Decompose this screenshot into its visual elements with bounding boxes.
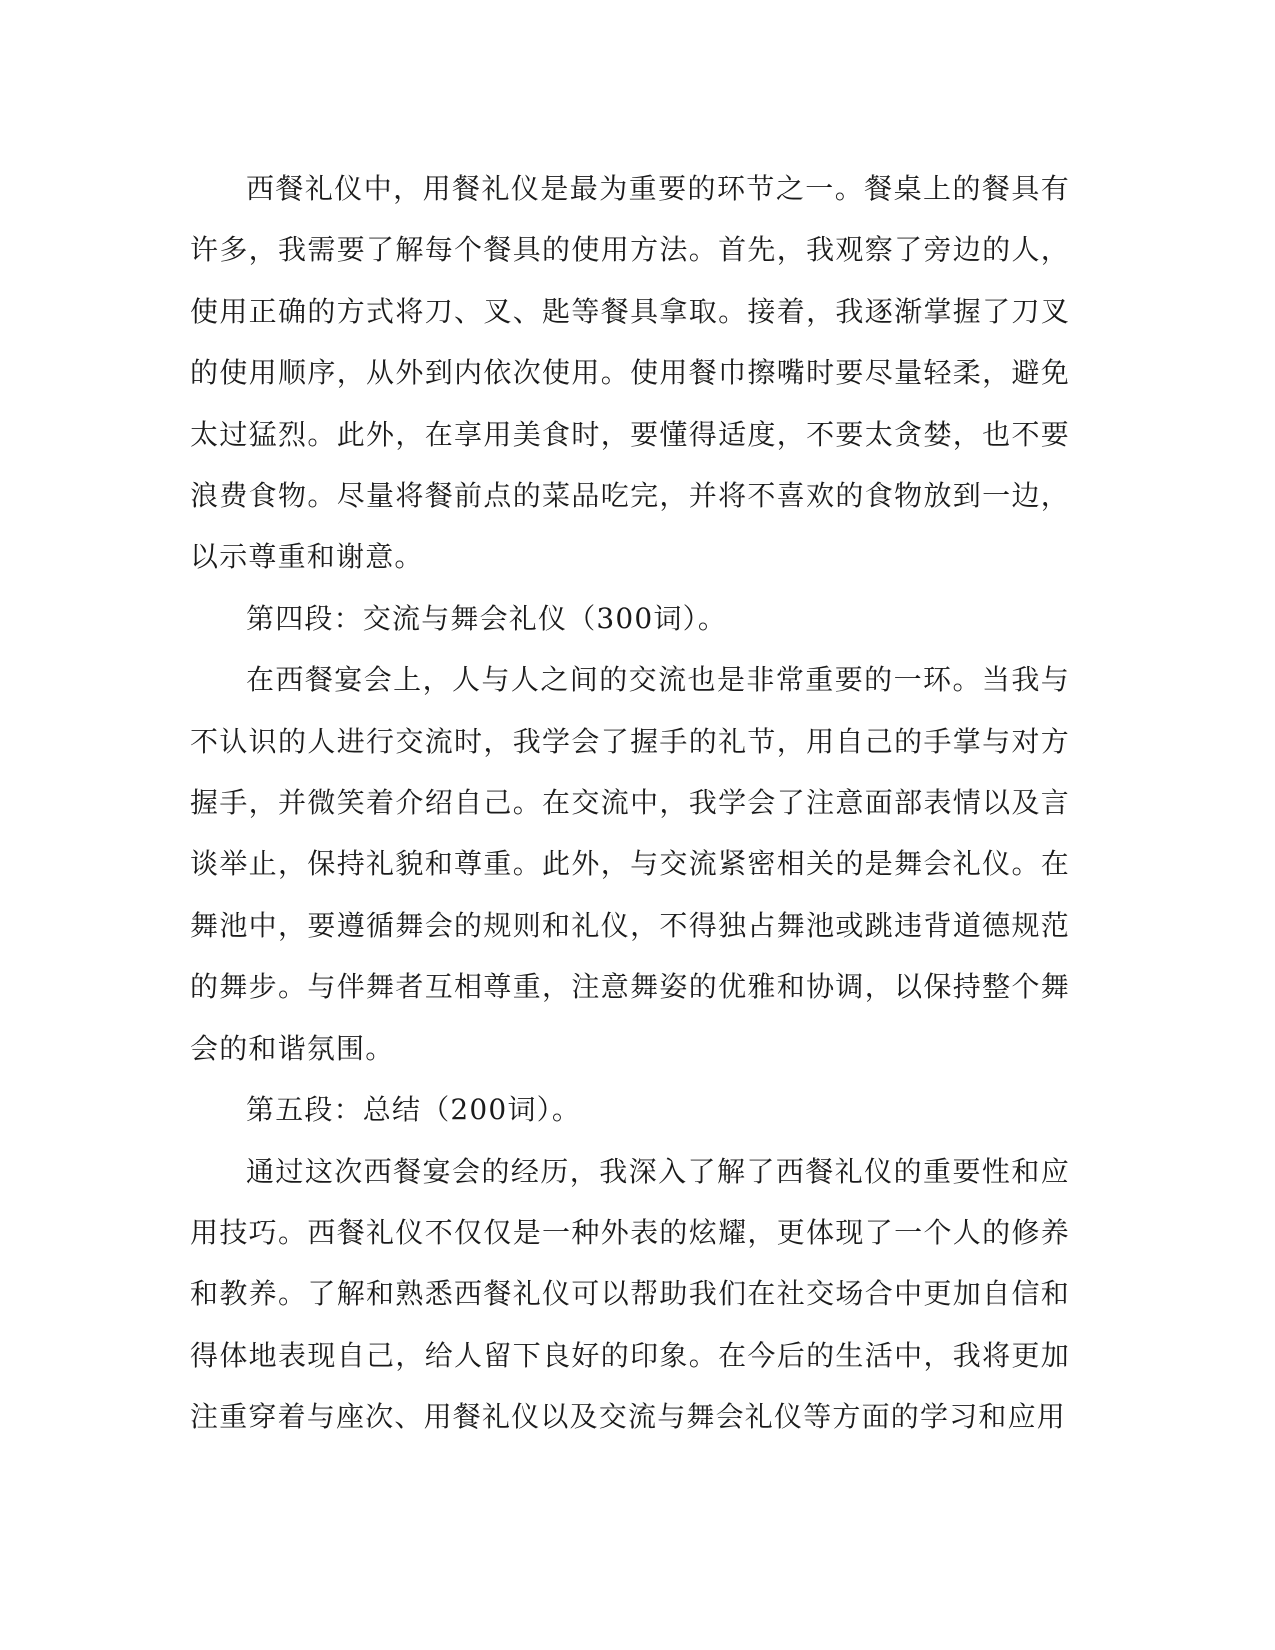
paragraph-summary: 通过这次西餐宴会的经历，我深入了解了西餐礼仪的重要性和应用技巧。西餐礼仪不仅仅是一种外表的炫耀，更体现了一个人的修养和教养。了解和熟悉西餐礼仪可以帮助我们在社交场合中更加自信和得体地表现自己，给人留下良好的印象。在今后的生活中，我将更加注重穿着与座次、用餐礼仪以及交流与舞会礼仪等方面的学习和应用: [190, 1154, 1070, 1434]
paragraph-communication-dance: 在西餐宴会上，人与人之间的交流也是非常重要的一环。当我与不认识的人进行交流时，我学会了握手的礼节，用自己的手掌与对方握手，并微笑着介绍自己。在交流中，我学会了注意面部表情以及言谈举止，保持礼貌和尊重。此外，与交流紧密相关的是舞会礼仪。在舞池中，要遵循舞会的规则和礼仪，不得独占舞池或跳违背道德规范的舞步。与伴舞者互相尊重，注意舞姿的优雅和协调，以保持整个舞会的和谐氛围。: [190, 663, 1070, 1065]
document-body: [190, 158, 1070, 1448]
section-heading-four: 第四段：交流与舞会礼仪（300词）。: [246, 601, 728, 635]
section-heading-five: 第五段：总结（200词）。: [246, 1093, 582, 1127]
paragraph-dining-etiquette: 西餐礼仪中，用餐礼仪是最为重要的环节之一。餐桌上的餐具有许多，我需要了解每个餐具的使用方法。首先，我观察了旁边的人，使用正确的方式将刀、叉、匙等餐具拿取。接着，我逐渐掌握了刀叉的使用顺序，从外到内依次使用。使用餐巾擦嘴时要尽量轻柔，避免太过猛烈。此外，在享用美食时，要懂得适度，不要太贪婪，也不要浪费食物。尽量将餐前点的菜品吃完，并将不喜欢的食物放到一边，以示尊重和谢意。: [190, 172, 1070, 574]
